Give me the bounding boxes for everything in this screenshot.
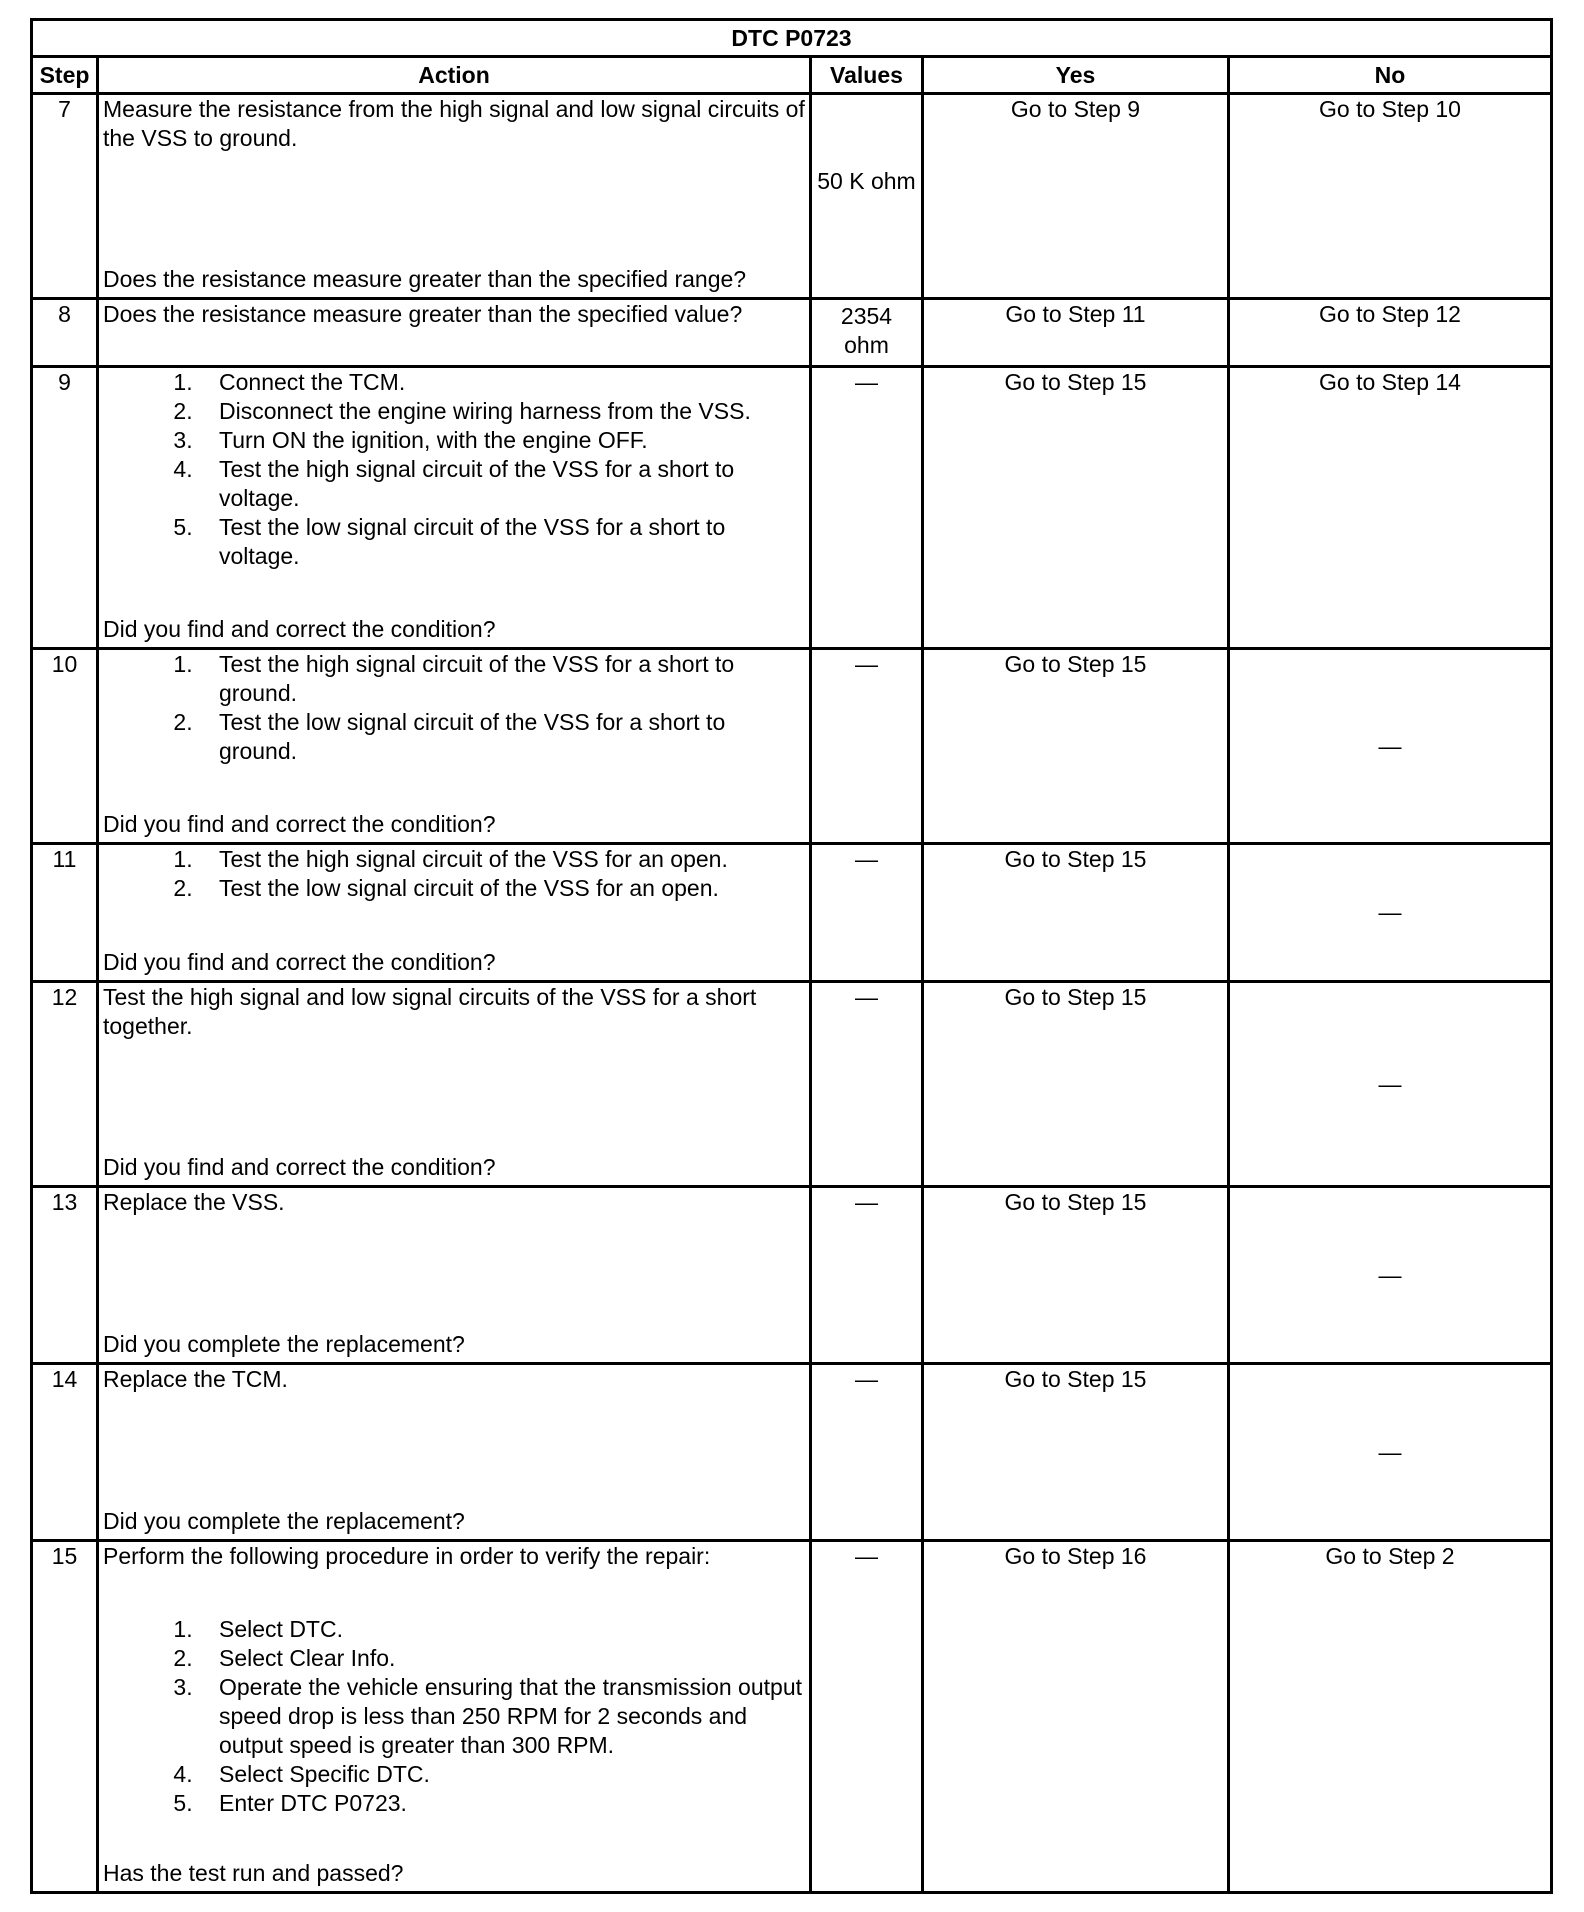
table-body bbox=[32, 94, 1552, 1893]
yes-cell: Go to Step 16 bbox=[923, 1541, 1229, 1893]
yes-cell: Go to Step 15 bbox=[923, 844, 1229, 982]
action-question: Did you find and correct the condition? bbox=[103, 811, 496, 837]
header-action: Action bbox=[98, 57, 811, 94]
value-cell: — bbox=[811, 367, 923, 649]
yes-cell: Go to Step 15 bbox=[923, 649, 1229, 844]
action-steps-list bbox=[103, 845, 805, 903]
action-steps-list bbox=[103, 650, 805, 766]
value-cell: — bbox=[811, 982, 923, 1187]
value-cell: — bbox=[811, 1364, 923, 1541]
action-intro: Test the high signal and low signal circuits of the VSS for a short together. bbox=[103, 984, 757, 1039]
no-cell: Go to Step 14 bbox=[1229, 367, 1552, 649]
list-item: 2. Test the low signal circuit of the VSS for an open. bbox=[199, 874, 805, 903]
value-cell: 50 K ohm bbox=[811, 94, 923, 299]
list-item: 2. Test the low signal circuit of the VSS for a short to ground. bbox=[199, 708, 805, 766]
table-row bbox=[32, 1541, 1552, 1893]
step-number: 14 bbox=[32, 1364, 98, 1541]
action-question: Did you find and correct the condition? bbox=[103, 1154, 496, 1180]
no-cell: Go to Step 12 bbox=[1229, 299, 1552, 367]
yes-cell: Go to Step 9 bbox=[923, 94, 1229, 299]
yes-cell: Go to Step 15 bbox=[923, 982, 1229, 1187]
step-number: 15 bbox=[32, 1541, 98, 1893]
action-cell bbox=[98, 844, 811, 982]
yes-cell: Go to Step 11 bbox=[923, 299, 1229, 367]
action-steps-list bbox=[103, 1615, 805, 1818]
step-number: 13 bbox=[32, 1187, 98, 1364]
action-intro: Replace the VSS. bbox=[103, 1189, 285, 1215]
action-cell bbox=[98, 299, 811, 367]
action-cell bbox=[98, 1541, 811, 1893]
no-cell: — bbox=[1229, 1187, 1552, 1364]
table-row bbox=[32, 844, 1552, 982]
header-no: No bbox=[1229, 57, 1552, 94]
action-question: Has the test run and passed? bbox=[103, 1860, 404, 1886]
action-question: Does the resistance measure greater than the specified value? bbox=[103, 301, 743, 327]
action-cell bbox=[98, 1187, 811, 1364]
no-cell: Go to Step 10 bbox=[1229, 94, 1552, 299]
value-cell: — bbox=[811, 844, 923, 982]
header-step: Step bbox=[32, 57, 98, 94]
list-item: 5. Enter DTC P0723. bbox=[199, 1789, 805, 1818]
action-cell bbox=[98, 94, 811, 299]
step-number: 12 bbox=[32, 982, 98, 1187]
no-cell: — bbox=[1229, 649, 1552, 844]
table-title: DTC P0723 bbox=[32, 20, 1552, 57]
action-intro: Measure the resistance from the high signal and low signal circuits of the VSS to ground. bbox=[103, 96, 805, 151]
value-cell: — bbox=[811, 1187, 923, 1364]
table-row bbox=[32, 1187, 1552, 1364]
list-item: 4. Test the high signal circuit of the VSS for a short to voltage. bbox=[199, 455, 805, 513]
table-row bbox=[32, 1364, 1552, 1541]
yes-cell: Go to Step 15 bbox=[923, 367, 1229, 649]
list-item: 2. Disconnect the engine wiring harness from the VSS. bbox=[199, 397, 805, 426]
action-question: Does the resistance measure greater than the specified range? bbox=[103, 266, 747, 292]
no-cell: — bbox=[1229, 1364, 1552, 1541]
value-cell: 2354 ohm bbox=[811, 299, 923, 367]
action-question: Did you complete the replacement? bbox=[103, 1331, 465, 1357]
value-cell: — bbox=[811, 649, 923, 844]
table-row bbox=[32, 94, 1552, 299]
no-cell: — bbox=[1229, 982, 1552, 1187]
action-question: Did you find and correct the condition? bbox=[103, 949, 496, 975]
list-item: 1. Test the high signal circuit of the VSS for a short to ground. bbox=[199, 650, 805, 708]
header-values: Values bbox=[811, 57, 923, 94]
action-cell bbox=[98, 367, 811, 649]
table-row bbox=[32, 367, 1552, 649]
list-item: 3. Operate the vehicle ensuring that the transmission output speed drop is less than 250 RPM for 2 seconds and output speed is greater than 300 RPM. bbox=[199, 1673, 805, 1760]
action-intro: Perform the following procedure in order to verify the repair: bbox=[103, 1543, 711, 1569]
value-cell: — bbox=[811, 1541, 923, 1893]
list-item: 3. Turn ON the ignition, with the engine OFF. bbox=[199, 426, 805, 455]
no-cell: Go to Step 2 bbox=[1229, 1541, 1552, 1893]
header-yes: Yes bbox=[923, 57, 1229, 94]
no-cell: — bbox=[1229, 844, 1552, 982]
list-item: 1. Connect the TCM. bbox=[199, 368, 805, 397]
step-number: 10 bbox=[32, 649, 98, 844]
action-question: Did you complete the replacement? bbox=[103, 1508, 465, 1534]
step-number: 8 bbox=[32, 299, 98, 367]
dtc-table bbox=[30, 18, 1553, 1894]
yes-cell: Go to Step 15 bbox=[923, 1187, 1229, 1364]
table-row bbox=[32, 982, 1552, 1187]
list-item: 4. Select Specific DTC. bbox=[199, 1760, 805, 1789]
action-cell bbox=[98, 1364, 811, 1541]
list-item: 5. Test the low signal circuit of the VSS for a short to voltage. bbox=[199, 513, 805, 571]
yes-cell: Go to Step 15 bbox=[923, 1364, 1229, 1541]
list-item: 1. Test the high signal circuit of the VSS for an open. bbox=[199, 845, 805, 874]
step-number: 11 bbox=[32, 844, 98, 982]
list-item: 2. Select Clear Info. bbox=[199, 1644, 805, 1673]
list-item: 1. Select DTC. bbox=[199, 1615, 805, 1644]
action-cell bbox=[98, 649, 811, 844]
action-question: Did you find and correct the condition? bbox=[103, 616, 496, 642]
action-intro: Replace the TCM. bbox=[103, 1366, 288, 1392]
action-cell bbox=[98, 982, 811, 1187]
step-number: 9 bbox=[32, 367, 98, 649]
table-row bbox=[32, 649, 1552, 844]
table-row bbox=[32, 299, 1552, 367]
step-number: 7 bbox=[32, 94, 98, 299]
action-steps-list bbox=[103, 368, 805, 571]
